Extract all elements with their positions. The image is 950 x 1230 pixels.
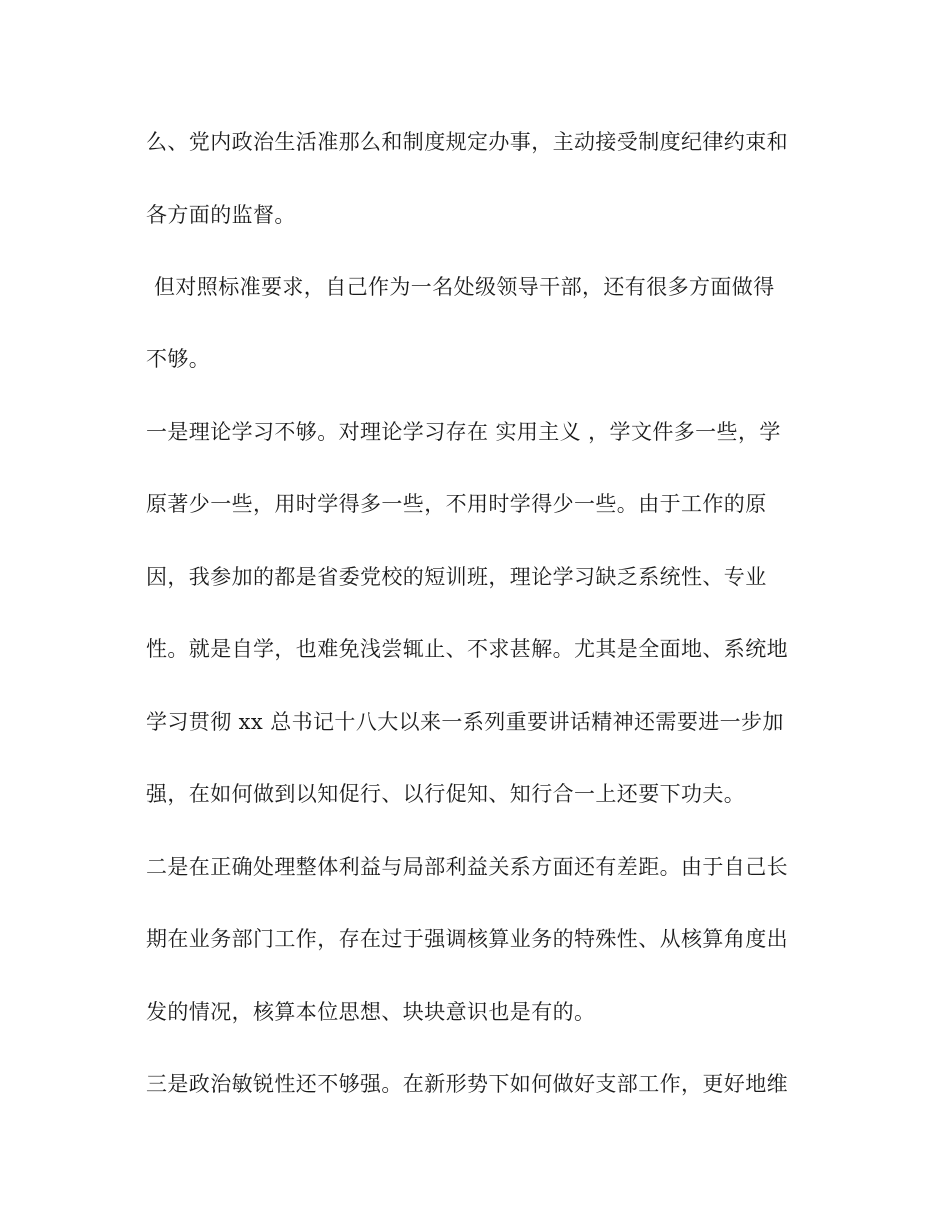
text-line: 二是在正确处理整体利益与局部利益关系方面还有差距。由于自己长 (146, 855, 788, 879)
text-line: 一是理论学习不够。对理论学习存在 实用主义 ，学文件多一些，学 (146, 420, 781, 444)
text-line: 期在业务部门工作，存在过于强调核算业务的特殊性、从核算角度出 (146, 927, 788, 951)
text-line: 性。就是自学，也难免浅尝辄止、不求甚解。尤其是全面地、系统地 (146, 637, 788, 661)
text-line: 三是政治敏锐性还不够强。在新形势下如何做好支部工作，更好地维 (146, 1072, 788, 1096)
text-line: 么、党内政治生活准那么和制度规定办事，主动接受制度纪律约束和 (146, 130, 788, 154)
text-line: 各方面的监督。 (146, 203, 296, 227)
text-line: 原著少一些，用时学得多一些，不用时学得少一些。由于工作的原 (146, 492, 767, 516)
text-line: 不够。 (146, 347, 211, 371)
text-line: 发的情况，核算本位思想、块块意识也是有的。 (146, 1000, 596, 1024)
text-line: 强，在如何做到以知促行、以行促知、知行合一上还要下功夫。 (146, 782, 746, 806)
text-line: 因，我参加的都是省委党校的短训班，理论学习缺乏系统性、专业 (146, 565, 767, 589)
text-line: 但对照标准要求，自己作为一名处级领导干部，还有很多方面做得 (154, 275, 775, 299)
text-line: 学习贯彻 xx 总书记十八大以来一系列重要讲话精神还需要进一步加 (146, 710, 784, 734)
